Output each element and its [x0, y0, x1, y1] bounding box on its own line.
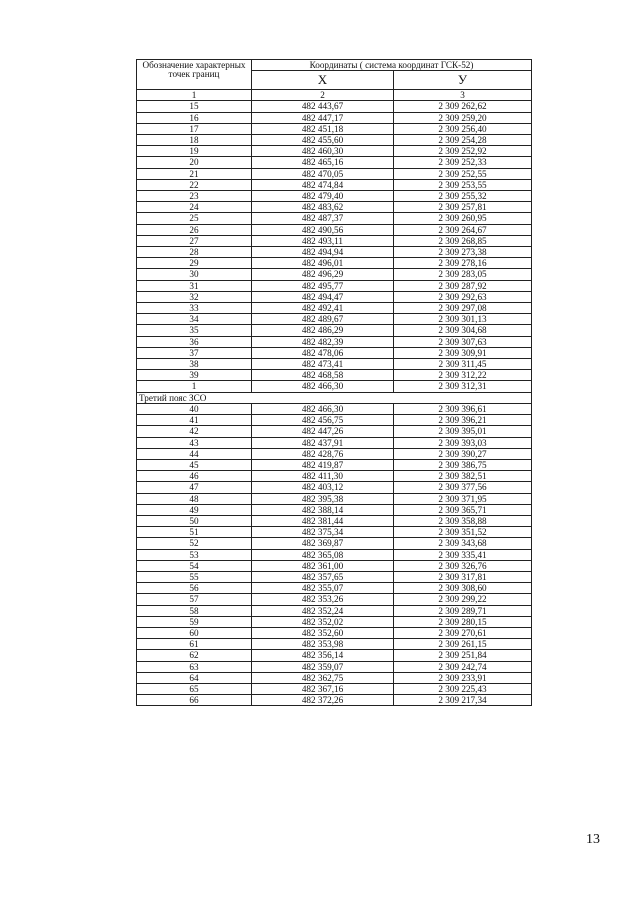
y-coordinate-cell: 2 309 253,55 — [394, 179, 532, 190]
section-label: Третий пояс ЗСО — [137, 392, 532, 403]
x-coordinate-cell: 482 456,75 — [252, 415, 394, 426]
point-id-cell: 41 — [137, 415, 252, 426]
x-coordinate-cell: 482 496,01 — [252, 258, 394, 269]
section-row-group — [137, 392, 532, 403]
column-number-row — [137, 90, 532, 101]
table-row — [137, 224, 532, 235]
header-y: У — [394, 71, 532, 90]
point-id-cell: 21 — [137, 168, 252, 179]
point-id-cell: 17 — [137, 123, 252, 134]
point-id-cell: 45 — [137, 459, 252, 470]
point-id-cell: 61 — [137, 639, 252, 650]
table-row — [137, 650, 532, 661]
table-row — [137, 504, 532, 515]
x-coordinate-cell: 482 482,39 — [252, 336, 394, 347]
y-coordinate-cell: 2 309 395,01 — [394, 426, 532, 437]
x-coordinate-cell: 482 367,16 — [252, 683, 394, 694]
x-coordinate-cell: 482 495,77 — [252, 280, 394, 291]
x-coordinate-cell: 482 353,98 — [252, 639, 394, 650]
table-body-part1 — [137, 101, 532, 392]
y-coordinate-cell: 2 309 335,41 — [394, 549, 532, 560]
x-coordinate-cell: 482 451,18 — [252, 123, 394, 134]
point-id-cell: 43 — [137, 437, 252, 448]
table-row — [137, 135, 532, 146]
x-coordinate-cell: 482 466,30 — [252, 403, 394, 414]
table-row — [137, 403, 532, 414]
point-id-cell: 58 — [137, 605, 252, 616]
y-coordinate-cell: 2 309 217,34 — [394, 695, 532, 706]
table-row — [137, 695, 532, 706]
y-coordinate-cell: 2 309 283,05 — [394, 269, 532, 280]
point-id-cell: 60 — [137, 627, 252, 638]
table-row — [137, 325, 532, 336]
table-row — [137, 179, 532, 190]
x-coordinate-cell: 482 352,02 — [252, 616, 394, 627]
x-coordinate-cell: 482 353,26 — [252, 594, 394, 605]
point-id-cell: 20 — [137, 157, 252, 168]
y-coordinate-cell: 2 309 252,55 — [394, 168, 532, 179]
y-coordinate-cell: 2 309 304,68 — [394, 325, 532, 336]
table-row — [137, 493, 532, 504]
point-id-cell: 31 — [137, 280, 252, 291]
table-row — [137, 437, 532, 448]
page-number: 13 — [586, 832, 600, 847]
y-coordinate-cell: 2 309 358,88 — [394, 515, 532, 526]
y-coordinate-cell: 2 309 382,51 — [394, 471, 532, 482]
point-id-cell: 22 — [137, 179, 252, 190]
y-coordinate-cell: 2 309 264,67 — [394, 224, 532, 235]
table-body-part2 — [137, 403, 532, 705]
x-coordinate-cell: 482 352,60 — [252, 627, 394, 638]
y-coordinate-cell: 2 309 233,91 — [394, 672, 532, 683]
x-coordinate-cell: 482 357,65 — [252, 571, 394, 582]
point-id-cell: 37 — [137, 347, 252, 358]
point-id-cell: 25 — [137, 213, 252, 224]
x-coordinate-cell: 482 362,75 — [252, 672, 394, 683]
x-coordinate-cell: 482 483,62 — [252, 202, 394, 213]
y-coordinate-cell: 2 309 301,13 — [394, 314, 532, 325]
table-row — [137, 616, 532, 627]
y-coordinate-cell: 2 309 270,61 — [394, 627, 532, 638]
x-coordinate-cell: 482 455,60 — [252, 135, 394, 146]
y-coordinate-cell: 2 309 386,75 — [394, 459, 532, 470]
y-coordinate-cell: 2 309 312,31 — [394, 381, 532, 392]
y-coordinate-cell: 2 309 396,21 — [394, 415, 532, 426]
table-row — [137, 627, 532, 638]
point-id-cell: 16 — [137, 112, 252, 123]
table-row — [137, 583, 532, 594]
y-coordinate-cell: 2 309 256,40 — [394, 123, 532, 134]
table-row — [137, 280, 532, 291]
x-coordinate-cell: 482 465,16 — [252, 157, 394, 168]
table-row — [137, 157, 532, 168]
x-coordinate-cell: 482 478,06 — [252, 347, 394, 358]
table-row — [137, 269, 532, 280]
header-coordinates: Координаты ( система координат ГСК-52) — [252, 60, 532, 71]
x-coordinate-cell: 482 372,26 — [252, 695, 394, 706]
table-row — [137, 191, 532, 202]
point-id-cell: 36 — [137, 336, 252, 347]
point-id-cell: 50 — [137, 515, 252, 526]
x-coordinate-cell: 482 381,44 — [252, 515, 394, 526]
y-coordinate-cell: 2 309 343,68 — [394, 538, 532, 549]
x-coordinate-cell: 482 352,24 — [252, 605, 394, 616]
table-row — [137, 101, 532, 112]
y-coordinate-cell: 2 309 278,16 — [394, 258, 532, 269]
point-id-cell: 52 — [137, 538, 252, 549]
table-row — [137, 594, 532, 605]
x-coordinate-cell: 482 361,00 — [252, 560, 394, 571]
table-row — [137, 123, 532, 134]
table-row — [137, 538, 532, 549]
y-coordinate-cell: 2 309 311,45 — [394, 359, 532, 370]
x-coordinate-cell: 482 369,87 — [252, 538, 394, 549]
point-id-cell: 63 — [137, 661, 252, 672]
table-row — [137, 515, 532, 526]
point-id-cell: 1 — [137, 381, 252, 392]
table-row — [137, 347, 532, 358]
point-id-cell: 49 — [137, 504, 252, 515]
point-id-cell: 32 — [137, 291, 252, 302]
y-coordinate-cell: 2 309 259,20 — [394, 112, 532, 123]
x-coordinate-cell: 482 375,34 — [252, 527, 394, 538]
x-coordinate-cell: 482 437,91 — [252, 437, 394, 448]
point-id-cell: 38 — [137, 359, 252, 370]
y-coordinate-cell: 2 309 393,03 — [394, 437, 532, 448]
column-number: 1 — [137, 90, 252, 101]
point-id-cell: 29 — [137, 258, 252, 269]
table-row — [137, 168, 532, 179]
y-coordinate-cell: 2 309 261,15 — [394, 639, 532, 650]
point-id-cell: 57 — [137, 594, 252, 605]
table-row — [137, 303, 532, 314]
y-coordinate-cell: 2 309 242,74 — [394, 661, 532, 672]
point-id-cell: 46 — [137, 471, 252, 482]
x-coordinate-cell: 482 365,08 — [252, 549, 394, 560]
point-id-cell: 40 — [137, 403, 252, 414]
x-coordinate-cell: 482 494,47 — [252, 291, 394, 302]
y-coordinate-cell: 2 309 326,76 — [394, 560, 532, 571]
y-coordinate-cell: 2 309 287,92 — [394, 280, 532, 291]
y-coordinate-cell: 2 309 365,71 — [394, 504, 532, 515]
table-header-row — [137, 60, 532, 71]
point-id-cell: 48 — [137, 493, 252, 504]
table-row — [137, 448, 532, 459]
point-id-cell: 51 — [137, 527, 252, 538]
table-row — [137, 359, 532, 370]
y-coordinate-cell: 2 309 377,56 — [394, 482, 532, 493]
x-coordinate-cell: 482 403,12 — [252, 482, 394, 493]
y-coordinate-cell: 2 309 251,84 — [394, 650, 532, 661]
point-id-cell: 26 — [137, 224, 252, 235]
y-coordinate-cell: 2 309 309,91 — [394, 347, 532, 358]
table-row — [137, 112, 532, 123]
y-coordinate-cell: 2 309 390,27 — [394, 448, 532, 459]
x-coordinate-cell: 482 466,30 — [252, 381, 394, 392]
header-x: X — [252, 71, 394, 90]
section-row — [137, 392, 532, 403]
column-number: 3 — [394, 90, 532, 101]
y-coordinate-cell: 2 309 257,81 — [394, 202, 532, 213]
y-coordinate-cell: 2 309 289,71 — [394, 605, 532, 616]
y-coordinate-cell: 2 309 396,61 — [394, 403, 532, 414]
y-coordinate-cell: 2 309 297,08 — [394, 303, 532, 314]
x-coordinate-cell: 482 447,17 — [252, 112, 394, 123]
table-row — [137, 683, 532, 694]
x-coordinate-cell: 482 411,30 — [252, 471, 394, 482]
table-row — [137, 146, 532, 157]
y-coordinate-cell: 2 309 308,60 — [394, 583, 532, 594]
x-coordinate-cell: 482 395,38 — [252, 493, 394, 504]
y-coordinate-cell: 2 309 280,15 — [394, 616, 532, 627]
x-coordinate-cell: 482 493,11 — [252, 235, 394, 246]
table-row — [137, 571, 532, 582]
y-coordinate-cell: 2 309 273,38 — [394, 247, 532, 258]
table-row — [137, 426, 532, 437]
x-coordinate-cell: 482 447,26 — [252, 426, 394, 437]
x-coordinate-cell: 482 460,30 — [252, 146, 394, 157]
y-coordinate-cell: 2 309 260,95 — [394, 213, 532, 224]
y-coordinate-cell: 2 309 255,32 — [394, 191, 532, 202]
point-id-cell: 34 — [137, 314, 252, 325]
y-coordinate-cell: 2 309 225,43 — [394, 683, 532, 694]
x-coordinate-cell: 482 479,40 — [252, 191, 394, 202]
point-id-cell: 18 — [137, 135, 252, 146]
table-row — [137, 639, 532, 650]
header-point-designation: Обозначение характерных точек границ — [137, 60, 252, 90]
x-coordinate-cell: 482 419,87 — [252, 459, 394, 470]
x-coordinate-cell: 482 492,41 — [252, 303, 394, 314]
table-row — [137, 605, 532, 616]
y-coordinate-cell: 2 309 351,52 — [394, 527, 532, 538]
x-coordinate-cell: 482 388,14 — [252, 504, 394, 515]
point-id-cell: 56 — [137, 583, 252, 594]
x-coordinate-cell: 482 428,76 — [252, 448, 394, 459]
x-coordinate-cell: 482 486,29 — [252, 325, 394, 336]
point-id-cell: 53 — [137, 549, 252, 560]
table-row — [137, 202, 532, 213]
y-coordinate-cell: 2 309 317,81 — [394, 571, 532, 582]
point-id-cell: 15 — [137, 101, 252, 112]
table-row — [137, 381, 532, 392]
point-id-cell: 59 — [137, 616, 252, 627]
point-id-cell: 24 — [137, 202, 252, 213]
point-id-cell: 66 — [137, 695, 252, 706]
x-coordinate-cell: 482 355,07 — [252, 583, 394, 594]
point-id-cell: 39 — [137, 370, 252, 381]
x-coordinate-cell: 482 443,67 — [252, 101, 394, 112]
table-row — [137, 560, 532, 571]
table-row — [137, 235, 532, 246]
point-id-cell: 44 — [137, 448, 252, 459]
column-number: 2 — [252, 90, 394, 101]
x-coordinate-cell: 482 468,58 — [252, 370, 394, 381]
x-coordinate-cell: 482 470,05 — [252, 168, 394, 179]
table-row — [137, 370, 532, 381]
point-id-cell: 27 — [137, 235, 252, 246]
table-row — [137, 258, 532, 269]
point-id-cell: 42 — [137, 426, 252, 437]
x-coordinate-cell: 482 359,07 — [252, 661, 394, 672]
table-row — [137, 459, 532, 470]
table-row — [137, 314, 532, 325]
point-id-cell: 28 — [137, 247, 252, 258]
point-id-cell: 35 — [137, 325, 252, 336]
table-row — [137, 247, 532, 258]
x-coordinate-cell: 482 490,56 — [252, 224, 394, 235]
y-coordinate-cell: 2 309 268,85 — [394, 235, 532, 246]
table-row — [137, 291, 532, 302]
x-coordinate-cell: 482 496,29 — [252, 269, 394, 280]
point-id-cell: 62 — [137, 650, 252, 661]
x-coordinate-cell: 482 487,37 — [252, 213, 394, 224]
point-id-cell: 64 — [137, 672, 252, 683]
coordinates-table — [136, 59, 532, 706]
point-id-cell: 65 — [137, 683, 252, 694]
x-coordinate-cell: 482 356,14 — [252, 650, 394, 661]
point-id-cell: 47 — [137, 482, 252, 493]
table-row — [137, 527, 532, 538]
point-id-cell: 54 — [137, 560, 252, 571]
table-row — [137, 549, 532, 560]
point-id-cell: 23 — [137, 191, 252, 202]
x-coordinate-cell: 482 473,41 — [252, 359, 394, 370]
x-coordinate-cell: 482 474,84 — [252, 179, 394, 190]
x-coordinate-cell: 482 494,94 — [252, 247, 394, 258]
y-coordinate-cell: 2 309 252,92 — [394, 146, 532, 157]
point-id-cell: 33 — [137, 303, 252, 314]
y-coordinate-cell: 2 309 254,28 — [394, 135, 532, 146]
table-row — [137, 415, 532, 426]
table-row — [137, 213, 532, 224]
y-coordinate-cell: 2 309 252,33 — [394, 157, 532, 168]
point-id-cell: 19 — [137, 146, 252, 157]
y-coordinate-cell: 2 309 307,63 — [394, 336, 532, 347]
x-coordinate-cell: 482 489,67 — [252, 314, 394, 325]
y-coordinate-cell: 2 309 292,63 — [394, 291, 532, 302]
table-row — [137, 482, 532, 493]
point-id-cell: 55 — [137, 571, 252, 582]
y-coordinate-cell: 2 309 299,22 — [394, 594, 532, 605]
y-coordinate-cell: 2 309 262,62 — [394, 101, 532, 112]
table-row — [137, 336, 532, 347]
table-row — [137, 661, 532, 672]
table-row — [137, 471, 532, 482]
point-id-cell: 30 — [137, 269, 252, 280]
y-coordinate-cell: 2 309 371,95 — [394, 493, 532, 504]
table-row — [137, 672, 532, 683]
y-coordinate-cell: 2 309 312,22 — [394, 370, 532, 381]
